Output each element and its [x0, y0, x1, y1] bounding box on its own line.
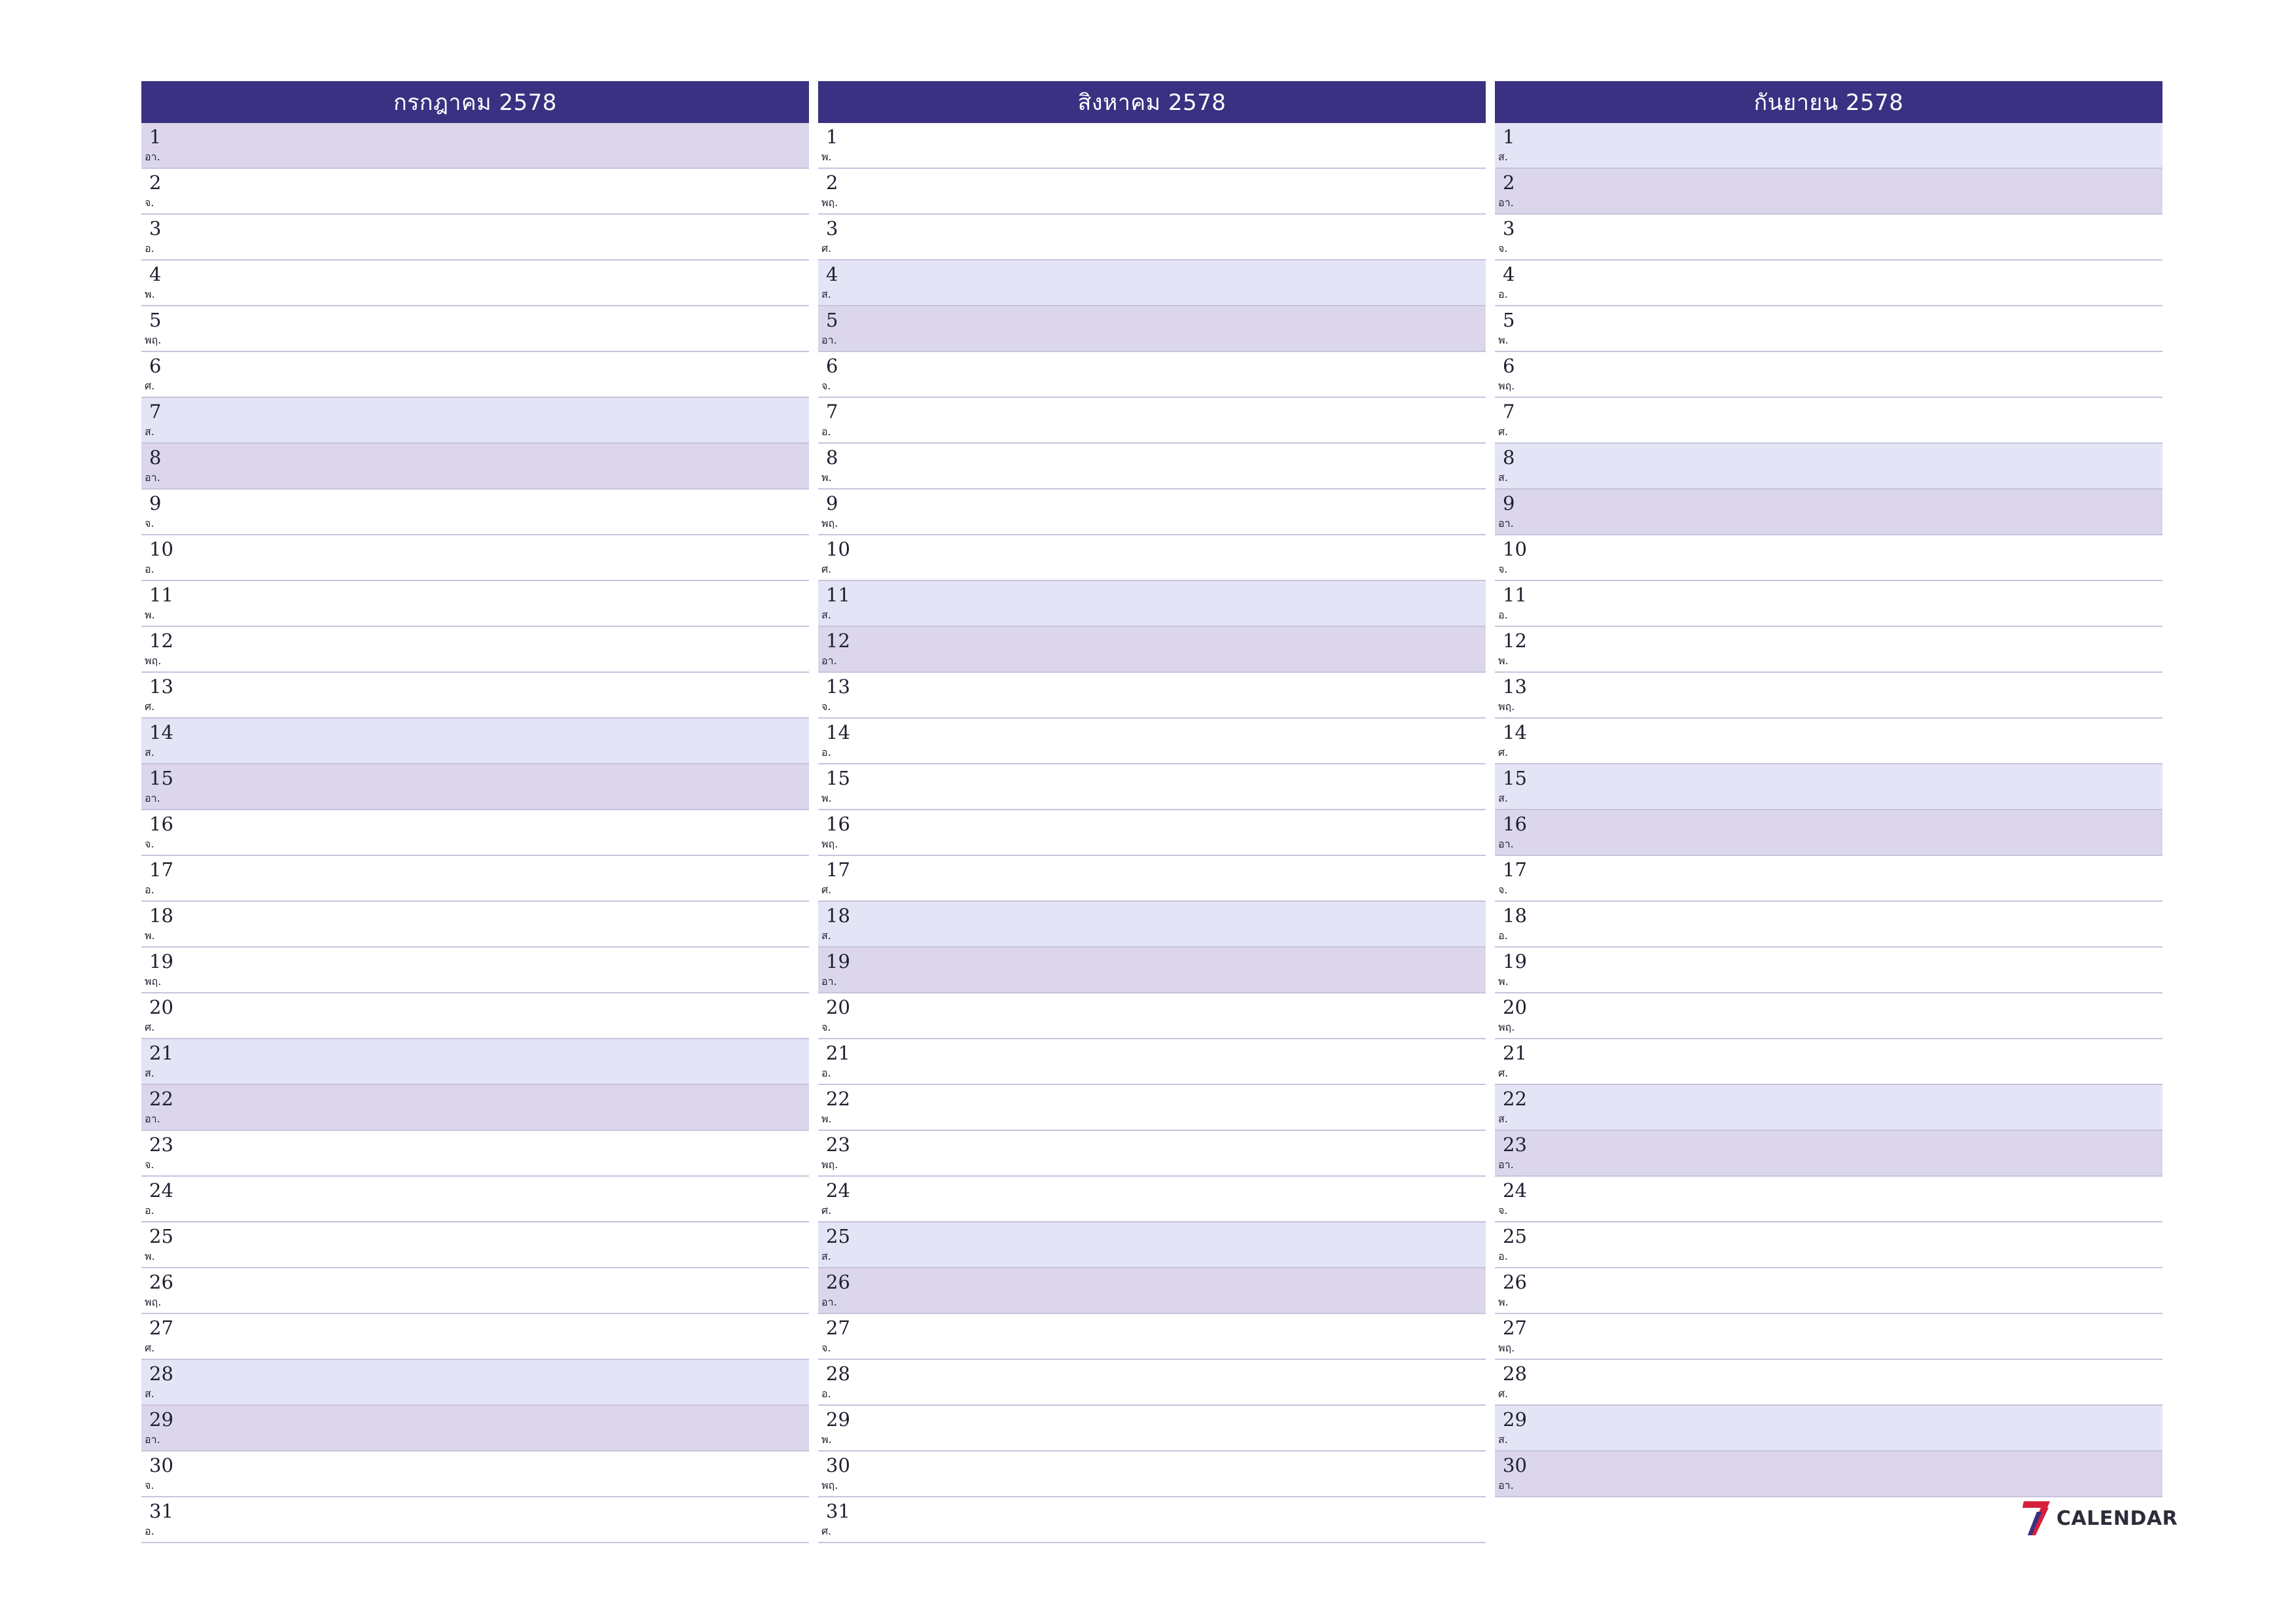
day-row — [141, 1314, 809, 1360]
month-title: สิงหาคม 2578 — [818, 81, 1486, 123]
day-number: 17 — [1503, 859, 1527, 881]
day-row — [818, 902, 1486, 948]
day-row — [141, 1085, 809, 1131]
day-row — [1495, 1177, 2162, 1222]
weekday-label: จ. — [821, 1342, 831, 1354]
weekday-label: พ. — [1498, 975, 1509, 988]
day-row — [818, 627, 1486, 673]
weekday-label: ส. — [145, 1387, 154, 1400]
weekday-label: อ. — [145, 1525, 154, 1537]
day-row — [141, 902, 809, 948]
day-number: 21 — [1503, 1042, 1527, 1064]
weekday-label: พฤ. — [1498, 1021, 1515, 1033]
weekday-label: ส. — [1498, 1433, 1508, 1446]
weekday-label: จ. — [145, 1158, 154, 1171]
weekday-label: อา. — [1498, 196, 1514, 209]
day-row — [818, 1497, 1486, 1543]
day-number: 14 — [826, 721, 850, 743]
day-number: 18 — [149, 904, 173, 927]
day-row — [818, 764, 1486, 810]
weekday-label: ส. — [1498, 792, 1508, 804]
day-row — [141, 1360, 809, 1406]
weekday-label: พ. — [145, 609, 155, 621]
day-number: 19 — [1503, 950, 1527, 972]
weekday-label: ศ. — [145, 1342, 155, 1354]
weekday-label: อา. — [1498, 1158, 1514, 1171]
weekday-label: อา. — [1498, 1479, 1514, 1491]
day-row — [818, 123, 1486, 169]
day-row — [141, 581, 809, 627]
day-row — [141, 535, 809, 581]
weekday-label: ศ. — [821, 883, 832, 896]
day-row — [141, 993, 809, 1039]
day-row — [1495, 260, 2162, 306]
weekday-label: พ. — [145, 288, 155, 300]
month-column — [1495, 81, 2162, 1543]
day-row — [141, 719, 809, 764]
day-number: 25 — [826, 1225, 850, 1247]
day-row — [1495, 581, 2162, 627]
weekday-label: ส. — [145, 425, 154, 438]
day-row — [1495, 1222, 2162, 1268]
weekday-label: จ. — [1498, 1204, 1508, 1217]
day-row — [818, 1085, 1486, 1131]
day-number: 16 — [826, 813, 850, 835]
day-row — [141, 123, 809, 169]
day-row — [1495, 535, 2162, 581]
day-row — [818, 856, 1486, 902]
weekday-label: พ. — [821, 1433, 832, 1446]
weekday-label: อ. — [1498, 609, 1508, 621]
day-row — [818, 1039, 1486, 1085]
day-number: 10 — [149, 538, 173, 560]
day-number: 7 — [1503, 401, 1515, 423]
weekday-label: ศ. — [1498, 746, 1509, 758]
day-number: 29 — [1503, 1408, 1527, 1431]
weekday-label: ศ. — [145, 1021, 155, 1033]
day-row — [1495, 1268, 2162, 1314]
brand-logo — [2021, 1499, 2178, 1538]
weekday-label: ศ. — [1498, 1067, 1509, 1079]
weekday-label: พฤ. — [821, 838, 838, 850]
day-number: 15 — [826, 767, 850, 789]
weekday-label: อ. — [821, 425, 831, 438]
day-row — [1495, 1452, 2162, 1497]
day-row — [1495, 1360, 2162, 1406]
day-row — [818, 581, 1486, 627]
weekday-label: อ. — [145, 563, 154, 575]
day-number: 31 — [149, 1500, 173, 1522]
day-number: 3 — [826, 217, 838, 240]
day-row — [1495, 856, 2162, 902]
day-number: 12 — [826, 630, 850, 652]
weekday-label: ส. — [821, 1250, 831, 1262]
day-number: 20 — [149, 996, 173, 1018]
day-number: 24 — [1503, 1179, 1527, 1202]
day-number: 28 — [1503, 1363, 1527, 1385]
day-number: 2 — [149, 171, 162, 194]
day-number: 11 — [826, 584, 850, 606]
weekday-label: จ. — [1498, 563, 1508, 575]
day-number: 13 — [149, 675, 173, 698]
month-column — [818, 81, 1486, 1543]
day-number: 5 — [149, 309, 162, 331]
day-number: 6 — [826, 355, 838, 377]
day-number: 14 — [149, 721, 173, 743]
weekday-label: อ. — [145, 242, 154, 255]
day-row — [1495, 398, 2162, 444]
day-row — [141, 1039, 809, 1085]
weekday-label: พฤ. — [145, 1296, 162, 1308]
weekday-label: พ. — [1498, 1296, 1509, 1308]
day-row — [818, 398, 1486, 444]
day-row — [1495, 444, 2162, 490]
day-number: 15 — [149, 767, 173, 789]
weekday-label: จ. — [145, 1479, 154, 1491]
day-row — [141, 1268, 809, 1314]
weekday-label: อา. — [821, 1296, 837, 1308]
weekday-label: พฤ. — [145, 654, 162, 667]
day-number: 13 — [1503, 675, 1527, 698]
day-row — [141, 673, 809, 719]
weekday-label: จ. — [821, 700, 831, 713]
day-row — [818, 993, 1486, 1039]
day-number: 23 — [149, 1133, 173, 1156]
weekday-label: จ. — [1498, 883, 1508, 896]
day-row — [1495, 306, 2162, 352]
day-row — [141, 856, 809, 902]
day-number: 9 — [149, 492, 162, 514]
day-number: 24 — [826, 1179, 850, 1202]
day-number: 14 — [1503, 721, 1527, 743]
day-row — [818, 948, 1486, 993]
day-row — [1495, 1314, 2162, 1360]
day-number: 26 — [826, 1271, 850, 1293]
day-number: 25 — [1503, 1225, 1527, 1247]
weekday-label: อา. — [821, 975, 837, 988]
day-number: 11 — [1503, 584, 1527, 606]
day-number: 5 — [826, 309, 838, 331]
day-number: 18 — [826, 904, 850, 927]
day-row — [141, 260, 809, 306]
day-number: 11 — [149, 584, 173, 606]
weekday-label: อ. — [145, 1204, 154, 1217]
weekday-label: พ. — [821, 471, 832, 484]
day-number: 3 — [1503, 217, 1515, 240]
weekday-label: อา. — [145, 792, 160, 804]
day-row — [818, 535, 1486, 581]
day-number: 24 — [149, 1179, 173, 1202]
day-row — [818, 169, 1486, 215]
seven-calendar-logo-icon — [2021, 1499, 2053, 1538]
day-number: 15 — [1503, 767, 1527, 789]
weekday-label: พ. — [821, 151, 832, 163]
day-row — [818, 306, 1486, 352]
day-number: 10 — [826, 538, 850, 560]
day-number: 30 — [826, 1454, 850, 1476]
weekday-label: อา. — [145, 151, 160, 163]
weekday-label: ส. — [145, 746, 154, 758]
day-number: 20 — [1503, 996, 1527, 1018]
weekday-label: จ. — [821, 1021, 831, 1033]
weekday-label: อา. — [145, 471, 160, 484]
weekday-label: พ. — [1498, 654, 1509, 667]
day-row — [818, 1177, 1486, 1222]
day-number: 9 — [1503, 492, 1515, 514]
day-number: 31 — [826, 1500, 850, 1522]
day-number: 10 — [1503, 538, 1527, 560]
day-number: 26 — [1503, 1271, 1527, 1293]
day-number: 30 — [149, 1454, 173, 1476]
month-column — [141, 81, 809, 1543]
day-row — [141, 810, 809, 856]
weekday-label: อ. — [821, 746, 831, 758]
day-number: 22 — [1503, 1088, 1527, 1110]
weekday-label: พ. — [145, 929, 155, 942]
day-number: 6 — [149, 355, 162, 377]
weekday-label: อ. — [821, 1067, 831, 1079]
day-number: 27 — [826, 1317, 850, 1339]
day-row — [818, 673, 1486, 719]
logo-text: CALENDAR — [2056, 1507, 2178, 1530]
day-number: 16 — [149, 813, 173, 835]
day-number: 16 — [1503, 813, 1527, 835]
day-row — [818, 1452, 1486, 1497]
day-row — [1495, 215, 2162, 260]
day-row — [1495, 627, 2162, 673]
day-number: 7 — [826, 401, 838, 423]
weekday-label: อา. — [145, 1113, 160, 1125]
weekday-label: พ. — [145, 1250, 155, 1262]
weekday-label: ส. — [1498, 151, 1508, 163]
day-number: 12 — [1503, 630, 1527, 652]
weekday-label: ศ. — [821, 1204, 832, 1217]
day-number: 8 — [1503, 446, 1515, 469]
day-number: 19 — [826, 950, 850, 972]
day-row — [818, 719, 1486, 764]
weekday-label: พฤ. — [821, 1158, 838, 1171]
day-row — [141, 1177, 809, 1222]
day-number: 28 — [826, 1363, 850, 1385]
day-row — [818, 352, 1486, 398]
day-row — [1495, 764, 2162, 810]
weekday-label: ส. — [821, 288, 831, 300]
day-row — [1495, 1131, 2162, 1177]
month-title: กรกฎาคม 2578 — [141, 81, 809, 123]
day-number: 4 — [149, 263, 162, 285]
weekday-label: อา. — [145, 1433, 160, 1446]
weekday-label: ส. — [1498, 471, 1508, 484]
day-row — [1495, 810, 2162, 856]
day-row — [141, 1406, 809, 1452]
weekday-label: จ. — [145, 517, 154, 529]
day-number: 7 — [149, 401, 162, 423]
weekday-label: อ. — [1498, 1250, 1508, 1262]
day-number: 22 — [149, 1088, 173, 1110]
weekday-label: อ. — [1498, 288, 1508, 300]
weekday-label: พฤ. — [145, 975, 162, 988]
day-row — [1495, 902, 2162, 948]
day-row — [818, 490, 1486, 535]
weekday-label: อา. — [821, 654, 837, 667]
day-number: 17 — [149, 859, 173, 881]
weekday-label: ส. — [821, 929, 831, 942]
day-row — [141, 398, 809, 444]
day-row — [1495, 1039, 2162, 1085]
day-row — [1495, 673, 2162, 719]
weekday-label: อ. — [1498, 929, 1508, 942]
day-row — [1495, 993, 2162, 1039]
weekday-label: ศ. — [1498, 425, 1509, 438]
weekday-label: อ. — [145, 883, 154, 896]
weekday-label: พฤ. — [1498, 1342, 1515, 1354]
month-title: กันยายน 2578 — [1495, 81, 2162, 123]
weekday-label: พ. — [821, 792, 832, 804]
day-number: 28 — [149, 1363, 173, 1385]
day-row — [1495, 352, 2162, 398]
day-list — [818, 123, 1486, 1543]
day-number: 27 — [149, 1317, 173, 1339]
day-number: 6 — [1503, 355, 1515, 377]
day-list — [141, 123, 809, 1543]
day-number: 23 — [826, 1133, 850, 1156]
day-number: 21 — [149, 1042, 173, 1064]
day-number: 3 — [149, 217, 162, 240]
weekday-label: พฤ. — [1498, 380, 1515, 392]
weekday-label: อา. — [821, 334, 837, 346]
logo-seven-top — [2022, 1501, 2050, 1508]
day-row — [141, 1497, 809, 1543]
weekday-label: จ. — [145, 196, 154, 209]
day-row — [141, 1452, 809, 1497]
day-row — [141, 764, 809, 810]
weekday-label: พฤ. — [821, 196, 838, 209]
day-row — [1495, 948, 2162, 993]
day-row — [818, 1131, 1486, 1177]
day-row — [1495, 1406, 2162, 1452]
day-row — [141, 1222, 809, 1268]
day-number: 4 — [826, 263, 838, 285]
day-row — [818, 215, 1486, 260]
weekday-label: จ. — [1498, 242, 1508, 255]
day-number: 18 — [1503, 904, 1527, 927]
day-row — [818, 1268, 1486, 1314]
weekday-label: ส. — [1498, 1113, 1508, 1125]
weekday-label: พ. — [821, 1113, 832, 1125]
day-row — [818, 260, 1486, 306]
day-number: 26 — [149, 1271, 173, 1293]
day-number: 5 — [1503, 309, 1515, 331]
weekday-label: อา. — [1498, 838, 1514, 850]
day-number: 9 — [826, 492, 838, 514]
day-row — [141, 306, 809, 352]
day-number: 12 — [149, 630, 173, 652]
weekday-label: ศ. — [145, 380, 155, 392]
weekday-label: ศ. — [821, 242, 832, 255]
day-row — [141, 490, 809, 535]
day-number: 29 — [826, 1408, 850, 1431]
weekday-label: พฤ. — [145, 334, 162, 346]
calendar — [141, 81, 2164, 1543]
day-number: 27 — [1503, 1317, 1527, 1339]
day-row — [141, 1131, 809, 1177]
day-number: 1 — [826, 126, 838, 148]
day-row — [1495, 123, 2162, 169]
day-number: 23 — [1503, 1133, 1527, 1156]
day-row — [141, 215, 809, 260]
weekday-label: ศ. — [821, 563, 832, 575]
weekday-label: ศ. — [1498, 1387, 1509, 1400]
weekday-label: อา. — [1498, 517, 1514, 529]
day-number: 1 — [1503, 126, 1515, 148]
day-row — [1495, 719, 2162, 764]
weekday-label: ศ. — [821, 1525, 832, 1537]
day-list — [1495, 123, 2162, 1497]
day-number: 29 — [149, 1408, 173, 1431]
day-number: 21 — [826, 1042, 850, 1064]
day-row — [818, 1360, 1486, 1406]
day-row — [141, 169, 809, 215]
day-row — [818, 1406, 1486, 1452]
weekday-label: พฤ. — [821, 517, 838, 529]
day-row — [818, 444, 1486, 490]
day-number: 8 — [826, 446, 838, 469]
weekday-label: พ. — [1498, 334, 1509, 346]
day-number: 2 — [826, 171, 838, 194]
day-row — [1495, 490, 2162, 535]
day-row — [141, 444, 809, 490]
day-number: 17 — [826, 859, 850, 881]
day-number: 8 — [149, 446, 162, 469]
day-number: 1 — [149, 126, 162, 148]
weekday-label: ส. — [821, 609, 831, 621]
day-number: 22 — [826, 1088, 850, 1110]
day-row — [1495, 1085, 2162, 1131]
day-row — [818, 1222, 1486, 1268]
day-row — [818, 810, 1486, 856]
weekday-label: พฤ. — [1498, 700, 1515, 713]
day-row — [141, 948, 809, 993]
day-number: 30 — [1503, 1454, 1527, 1476]
weekday-label: จ. — [821, 380, 831, 392]
weekday-label: ศ. — [145, 700, 155, 713]
weekday-label: อ. — [821, 1387, 831, 1400]
day-number: 13 — [826, 675, 850, 698]
day-row — [141, 627, 809, 673]
day-number: 20 — [826, 996, 850, 1018]
day-number: 19 — [149, 950, 173, 972]
day-row — [1495, 169, 2162, 215]
weekday-label: ส. — [145, 1067, 154, 1079]
day-row — [141, 352, 809, 398]
weekday-label: จ. — [145, 838, 154, 850]
weekday-label: พฤ. — [821, 1479, 838, 1491]
day-number: 2 — [1503, 171, 1515, 194]
day-number: 4 — [1503, 263, 1515, 285]
day-row — [818, 1314, 1486, 1360]
day-number: 25 — [149, 1225, 173, 1247]
